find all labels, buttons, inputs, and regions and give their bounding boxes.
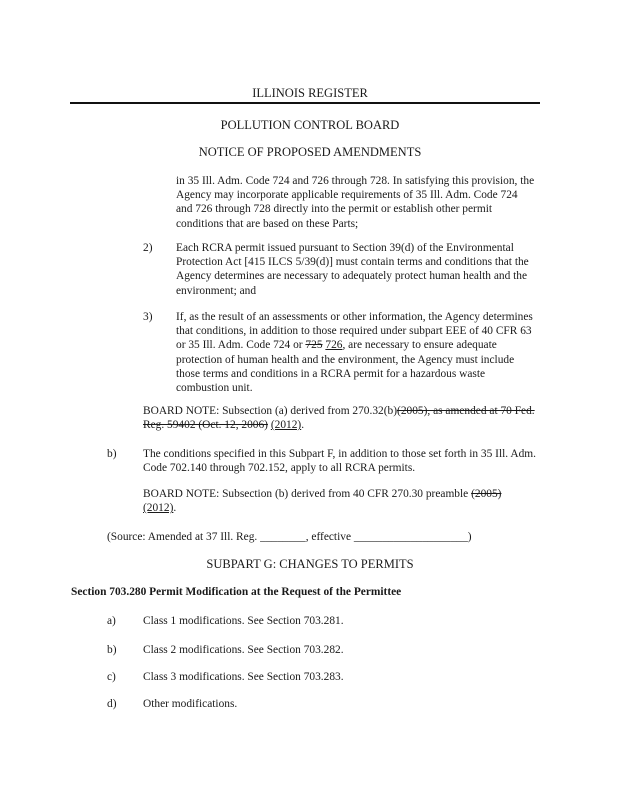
board-note-a-inserted: (2012) [270, 419, 302, 432]
board-note-a-prefix: BOARD NOTE: Subsection (a) derived from 270.32(b) [143, 405, 398, 417]
board-note-b-struck: (2005) [471, 488, 502, 500]
source-blank-2: ____________________ [353, 531, 468, 543]
source-text-a: (Source: Amended at 37 Ill. Reg. [107, 531, 258, 543]
item-b-text: The conditions specified in this Subpart F, in addition to those set forth in 35 Ill. Adm. Code 702.140 through 702.152, apply to all RCRA permits. [143, 448, 536, 475]
board-note-b-inserted: (2012) [143, 502, 174, 515]
list-item-b-number: b) [107, 644, 117, 656]
list-item-c-number: c) [107, 671, 116, 683]
board-note-a-suffix: . [301, 419, 305, 432]
board-note-a-struck: (2005), as amended at 70 Fed. Reg. 59402 (Oct. 12, 2006) [143, 405, 535, 432]
item-3-number: 3) [143, 311, 153, 323]
item-3-text-b: , are necessary to ensure adequate protection of human health and the environment, the Agency must include those terms and conditions in a RCRA permit for a hazardous waste combustion unit. [176, 339, 515, 395]
list-item-a-number: a) [107, 615, 116, 627]
item-3-text-a: If, as the result of an assessments or other information, the Agency determines that conditions, in addition to those required under subpart EEE of 40 CFR 63 or 35 Ill. Adm. Code 724 or [176, 311, 533, 352]
list-item-b-text: Class 2 modifications. See Section 703.282. [143, 644, 344, 656]
list-item-d-text: Other modifications. [143, 698, 238, 710]
item-2-text: Each RCRA permit issued pursuant to Section 39(d) of the Environmental Protection Act [415 ILCS 5/39(d)] must contain terms and conditions that the Agency determines are necessary to adequately protect human health and the environment; and [176, 242, 529, 297]
board-note-b-suffix: . [173, 502, 177, 515]
struck-725: 725 [305, 339, 323, 352]
header-rule [70, 102, 540, 104]
source-text-c: ) [467, 531, 472, 543]
board-note-b [143, 487, 533, 515]
item-2-number: 2) [143, 242, 153, 254]
register-title: ILLINOIS REGISTER [252, 86, 368, 100]
source-blank-1: ________ [260, 531, 306, 543]
source-line [107, 530, 537, 544]
list-item-a-text: Class 1 modifications. See Section 703.281. [143, 615, 344, 627]
agency-name: POLLUTION CONTROL BOARD [220, 118, 400, 132]
board-note-b-prefix: BOARD NOTE: Subsection (b) derived from 40 CFR 270.30 preamble [143, 488, 469, 500]
inserted-726: 726 [325, 339, 343, 352]
section-heading: Section 703.280 Permit Modification at the Request of the Permittee [71, 586, 402, 598]
subpart-heading: SUBPART G: CHANGES TO PERMITS [206, 557, 414, 571]
item-3-text [176, 310, 538, 395]
source-text-b: , effective [305, 531, 352, 543]
notice-title: NOTICE OF PROPOSED AMENDMENTS [198, 145, 422, 159]
board-note-a [143, 404, 538, 432]
list-item-d-number: d) [107, 698, 117, 710]
list-item-c-text: Class 3 modifications. See Section 703.283. [143, 671, 344, 683]
item-b-number: b) [107, 448, 117, 460]
continuation-paragraph: in 35 Ill. Adm. Code 724 and 726 through 728. In satisfying this provision, the Agency may incorporate applicable requirements of 35 Ill. Adm. Code 724 and 726 through 728 directly into the permit or establish other permit conditions that are based on these Parts; [176, 175, 535, 230]
